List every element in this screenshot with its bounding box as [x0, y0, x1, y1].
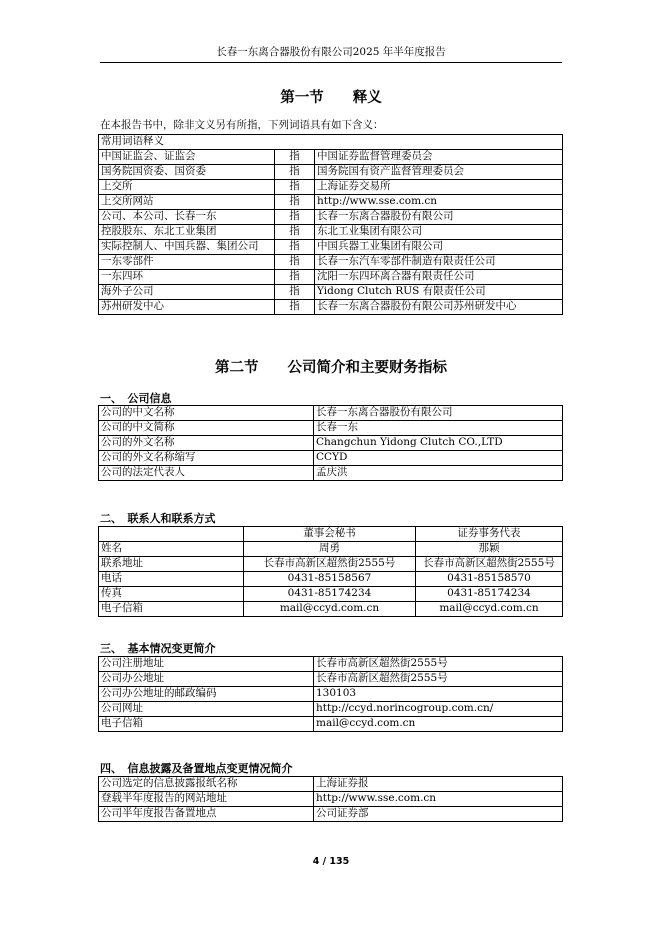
table-row: [99, 300, 563, 315]
table-row: [99, 672, 563, 687]
mark-cell: 指: [275, 240, 315, 255]
term-cell: 海外子公司: [99, 285, 275, 300]
contacts-heading: 二、 联系人和联系方式: [100, 512, 216, 525]
table-row: [99, 557, 563, 572]
label-cell: 电子信箱: [99, 602, 244, 617]
term-cell: 实际控制人、中国兵器、集团公司: [99, 240, 275, 255]
table-cell: [99, 527, 244, 542]
label-cell: 公司半年度报告备置地点: [99, 807, 314, 822]
section1-title: 第一节 释义: [280, 90, 382, 106]
representative-cell: 0431-85158570: [416, 572, 563, 587]
header-rule: [100, 62, 562, 63]
definitions-table: [98, 134, 563, 315]
mark-cell: 指: [275, 225, 315, 240]
basic-changes-table: [98, 656, 563, 732]
value-cell: 孟庆洪: [314, 466, 563, 481]
term-cell: 苏州研发中心: [99, 300, 275, 315]
value-cell: 130103: [314, 687, 563, 702]
table-row: [99, 572, 563, 587]
label-cell: 登载半年度报告的网站地址: [99, 792, 314, 807]
secretary-cell: 周勇: [244, 542, 416, 557]
secretary-cell: 0431-85174234: [244, 587, 416, 602]
mark-cell: 指: [275, 165, 315, 180]
term-cell: 一东四环: [99, 270, 275, 285]
secretary-cell: 0431-85158567: [244, 572, 416, 587]
value-cell: http://www.sse.com.cn: [314, 792, 563, 807]
label-cell: 传真: [99, 587, 244, 602]
definition-cell: 长春一东离合器股份有限公司苏州研发中心: [315, 300, 563, 315]
value-cell: 长春一东: [314, 421, 563, 436]
company-info-heading: 一、 公司信息: [100, 392, 172, 405]
table-row: [99, 687, 563, 702]
disclosure-table: [98, 776, 563, 822]
table-row: [99, 807, 563, 822]
representative-cell: 那颖: [416, 542, 563, 557]
mark-cell: 指: [275, 255, 315, 270]
mark-cell: 指: [275, 150, 315, 165]
value-cell: 长春市高新区超然街2555号: [314, 672, 563, 687]
table-row: [99, 702, 563, 717]
term-cell: 一东零部件: [99, 255, 275, 270]
column-header-representative: 证券事务代表: [416, 527, 563, 542]
term-cell: 中国证监会、证监会: [99, 150, 275, 165]
table-row: [99, 542, 563, 557]
label-cell: 公司的中文简称: [99, 421, 314, 436]
definition-cell: 中国兵器工业集团有限公司: [315, 240, 563, 255]
definition-cell: 中国证券监督管理委员会: [315, 150, 563, 165]
section1-intro: 在本报告书中，除非文义另有所指，下列词语具有如下含义：: [100, 119, 384, 131]
mark-cell: 指: [275, 285, 315, 300]
table-row: [99, 436, 563, 451]
table-row: [99, 792, 563, 807]
table-row: [99, 421, 563, 436]
table-row: [99, 225, 563, 240]
definition-cell: Yidong Clutch RUS 有限责任公司: [315, 285, 563, 300]
value-cell: mail@ccyd.com.cn: [314, 717, 563, 732]
label-cell: 公司办公地址的邮政编码: [99, 687, 314, 702]
table-row: [99, 717, 563, 732]
definition-cell: 东北工业集团有限公司: [315, 225, 563, 240]
label-cell: 姓名: [99, 542, 244, 557]
table-row: [99, 210, 563, 225]
running-header: 长春一东离合器股份有限公司2025 年半年度报告: [216, 46, 446, 58]
column-header-secretary: 董事会秘书: [244, 527, 416, 542]
term-cell: 公司、本公司、长春一东: [99, 210, 275, 225]
mark-cell: 指: [275, 300, 315, 315]
table-row: [99, 587, 563, 602]
table-row: [99, 255, 563, 270]
value-cell: CCYD: [314, 451, 563, 466]
label-cell: 公司选定的信息披露报纸名称: [99, 777, 314, 792]
definition-cell: 长春一东汽车零部件制造有限责任公司: [315, 255, 563, 270]
representative-cell: mail@ccyd.com.cn: [416, 602, 563, 617]
mark-cell: 指: [275, 270, 315, 285]
definition-cell: http://www.sse.com.cn: [315, 195, 563, 210]
value-cell: Changchun Yidong Clutch CO.,LTD: [314, 436, 563, 451]
definition-cell: 长春一东离合器股份有限公司: [315, 210, 563, 225]
representative-cell: 0431-85174234: [416, 587, 563, 602]
secretary-cell: mail@ccyd.com.cn: [244, 602, 416, 617]
table-row: [99, 451, 563, 466]
table-row: [99, 150, 563, 165]
table-row: [99, 285, 563, 300]
definition-cell: 沈阳一东四环离合器有限责任公司: [315, 270, 563, 285]
label-cell: 公司注册地址: [99, 657, 314, 672]
definitions-table-header: 常用词语释义: [99, 135, 563, 150]
mark-cell: 指: [275, 210, 315, 225]
label-cell: 公司网址: [99, 702, 314, 717]
table-row: [99, 240, 563, 255]
table-row: [99, 657, 563, 672]
label-cell: 公司办公地址: [99, 672, 314, 687]
contacts-table: [98, 526, 563, 617]
table-row: [99, 602, 563, 617]
term-cell: 国务院国资委、国资委: [99, 165, 275, 180]
value-cell: 上海证券报: [314, 777, 563, 792]
term-cell: 上交所: [99, 180, 275, 195]
page-number: 4 / 135: [312, 856, 350, 867]
section2-title: 第二节 公司简介和主要财务指标: [215, 360, 447, 376]
label-cell: 公司的外文名称: [99, 436, 314, 451]
representative-cell: 长春市高新区超然街2555号: [416, 557, 563, 572]
table-row: [99, 466, 563, 481]
table-row: [99, 527, 563, 542]
table-row: [99, 195, 563, 210]
label-cell: 电话: [99, 572, 244, 587]
table-header-row: [99, 135, 563, 150]
table-row: [99, 180, 563, 195]
table-row: [99, 165, 563, 180]
label-cell: 公司的外文名称缩写: [99, 451, 314, 466]
term-cell: 上交所网站: [99, 195, 275, 210]
value-cell: 公司证券部: [314, 807, 563, 822]
secretary-cell: 长春市高新区超然街2555号: [244, 557, 416, 572]
label-cell: 公司的法定代表人: [99, 466, 314, 481]
term-cell: 控股股东、东北工业集团: [99, 225, 275, 240]
label-cell: 联系地址: [99, 557, 244, 572]
value-cell: http://ccyd.norincogroup.com.cn/: [314, 702, 563, 717]
mark-cell: 指: [275, 195, 315, 210]
table-row: [99, 777, 563, 792]
mark-cell: 指: [275, 180, 315, 195]
value-cell: 长春一东离合器股份有限公司: [314, 406, 563, 421]
table-row: [99, 406, 563, 421]
basic-changes-heading: 三、 基本情况变更简介: [100, 642, 216, 655]
label-cell: 电子信箱: [99, 717, 314, 732]
value-cell: 长春市高新区超然街2555号: [314, 657, 563, 672]
company-info-table: [98, 405, 563, 481]
definition-cell: 国务院国有资产监督管理委员会: [315, 165, 563, 180]
table-row: [99, 270, 563, 285]
label-cell: 公司的中文名称: [99, 406, 314, 421]
disclosure-heading: 四、 信息披露及备置地点变更情况简介: [100, 762, 293, 775]
definition-cell: 上海证券交易所: [315, 180, 563, 195]
